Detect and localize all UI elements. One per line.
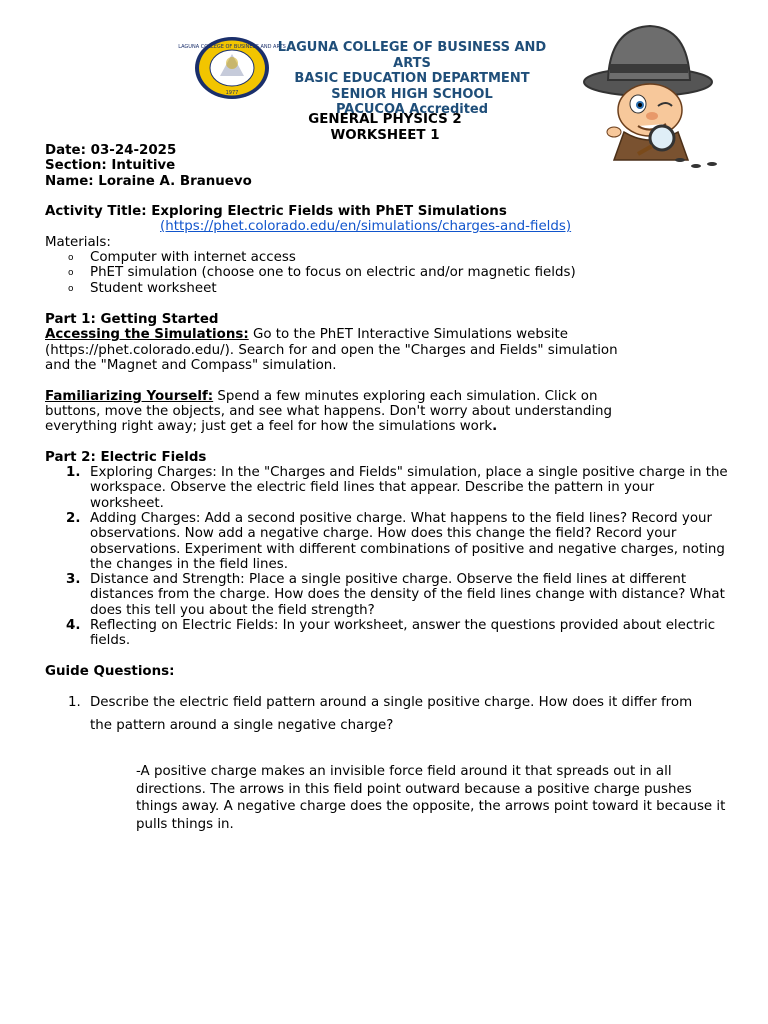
- seal-year: 1977: [225, 90, 239, 96]
- school-line-5: PACUCOA Accredited: [335, 102, 489, 117]
- section-line: Section: Intuitive: [45, 158, 176, 173]
- subject-title: GENERAL PHYSICS 2: [308, 112, 462, 127]
- seal-text: LAGUNA COLLEGE OF BUSINESS AND ARTS: [178, 44, 286, 50]
- list-number: 2.: [66, 511, 81, 526]
- question-number: 1.: [68, 695, 81, 710]
- material-item: PhET simulation (choose one to focus on electric and/or magnetic fields): [90, 265, 576, 280]
- part2-item-3: Distance and Strength: Place a single positive charge. Observe the field lines at different distances from the charge. How does the density of the field lines change with distance? What does this tell you about the field strength?: [90, 572, 725, 618]
- date-line: Date: 03-24-2025: [45, 143, 177, 158]
- accessing-line-3: and the "Magnet and Compass" simulation.: [45, 358, 337, 373]
- simulation-link[interactable]: (https://phet.colorado.edu/en/simulations/charges-and-fields): [160, 219, 572, 234]
- detective-illustration: [580, 20, 730, 175]
- list-number: 1.: [66, 465, 81, 480]
- worksheet-number: WORKSHEET 1: [330, 127, 440, 143]
- familiar-text-end: everything right away; just get a feel for how the simulations work: [45, 419, 493, 434]
- familiar-label: Familiarizing Yourself:: [45, 389, 214, 404]
- simulation-link-wrap: [160, 219, 571, 235]
- part1-heading: Part 1: Getting Started: [45, 312, 219, 327]
- part2-item-2: Adding Charges: Add a second positive charge. What happens to the field lines? Record your observations. Now add a negative charge. How does this change the field? Record your observations. Experiment with different combinations of positive and negative charges, noting the changes in the field lines.: [90, 511, 725, 572]
- familiar-line-1: [45, 389, 597, 405]
- name-line: Name: Loraine A. Branuevo: [45, 174, 252, 189]
- school-line-4: SENIOR HIGH SCHOOL: [331, 86, 493, 102]
- guide-heading: Guide Questions:: [45, 664, 175, 679]
- materials-label: Materials:: [45, 235, 111, 250]
- bullet-icon: o: [68, 284, 74, 294]
- familiar-line-2: buttons, move the objects, and see what happens. Don't worry about understanding: [45, 404, 613, 419]
- familiar-line-3: [45, 419, 497, 435]
- familiar-text: Spend a few minutes exploring each simulation. Click on: [213, 389, 598, 404]
- list-number: 4.: [66, 618, 81, 633]
- list-number: 3.: [66, 572, 81, 587]
- school-seal-logo: [178, 36, 286, 100]
- part2-item-4: Reflecting on Electric Fields: In your worksheet, answer the questions provided about electric fields.: [90, 618, 716, 649]
- school-line-1: LAGUNA COLLEGE OF BUSINESS AND: [277, 40, 547, 55]
- school-line-2: ARTS: [393, 55, 431, 71]
- accessing-line-2: (https://phet.colorado.edu/). Search for and open the "Charges and Fields" simulation: [45, 343, 618, 358]
- activity-title: Activity Title: Exploring Electric Fields with PhET Simulations: [45, 204, 507, 219]
- answer-1: -A positive charge makes an invisible force field around it that spreads out in all directions. The arrows in this field point outward because a positive charge pushes things away. A negative charge does the opposite, the arrows point toward it because it pulls things in.: [136, 764, 726, 832]
- bullet-icon: o: [68, 253, 74, 263]
- familiar-period: .: [492, 419, 498, 434]
- school-line-3: BASIC EDUCATION DEPARTMENT: [294, 71, 530, 86]
- school-header: [262, 40, 562, 117]
- material-item: Student worksheet: [90, 281, 217, 296]
- guide-question-1: Describe the electric field pattern around a single positive charge. How does it differ from the pattern around a single negative charge?: [90, 695, 693, 733]
- accessing-line-1: [45, 327, 568, 343]
- accessing-label: Accessing the Simulations:: [45, 327, 249, 342]
- worksheet-title: [230, 112, 540, 143]
- part2-heading: Part 2: Electric Fields: [45, 450, 207, 465]
- material-item: Computer with internet access: [90, 250, 296, 265]
- bullet-icon: o: [68, 268, 74, 278]
- part2-item-1: Exploring Charges: In the "Charges and Fields" simulation, place a single positive charge in the workspace. Observe the electric field lines that appear. Describe the pattern in your worksheet.: [90, 465, 728, 511]
- accessing-text: Go to the PhET Interactive Simulations website: [248, 327, 569, 342]
